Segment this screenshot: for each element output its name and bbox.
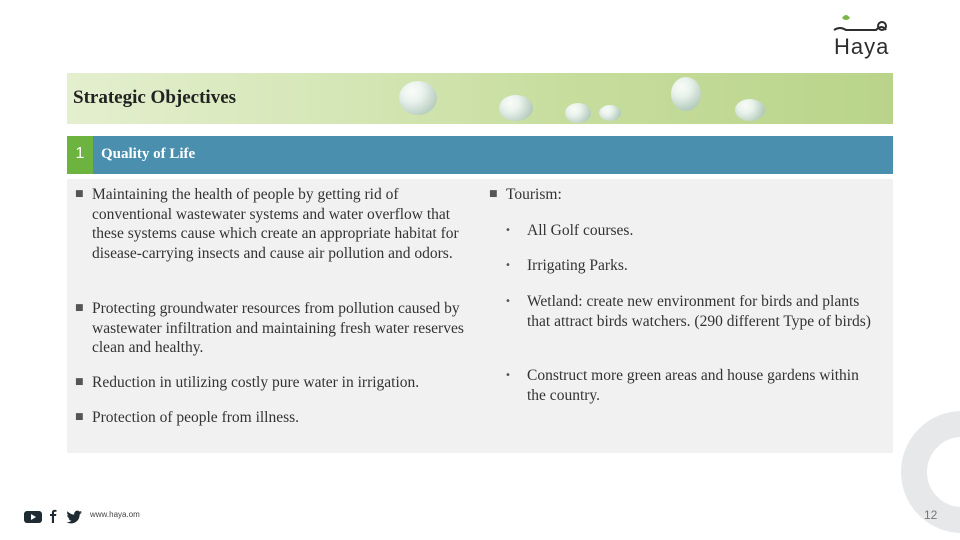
- section-number: 1: [67, 136, 93, 174]
- section-header: [67, 136, 893, 174]
- haya-logo: [826, 10, 898, 66]
- list-item: ■ Protecting groundwater resources from pollution caused by wastewater infiltration and maintaining fresh water reserves clean and healthy.: [75, 300, 464, 356]
- bullet-square-icon: ■: [489, 189, 498, 199]
- list-item: • Irrigating Parks.: [505, 257, 628, 274]
- bullet-dot-icon: •: [505, 260, 511, 271]
- bullet-dot-icon: •: [505, 225, 511, 236]
- bullet-square-icon: ■: [75, 303, 84, 313]
- tourism-heading: ■ Tourism:: [489, 186, 562, 203]
- bullet-square-icon: ■: [75, 412, 84, 422]
- bullet-dot-icon: •: [505, 296, 511, 307]
- bullet-square-icon: ■: [75, 377, 84, 387]
- list-item: • Wetland: create new environment for birds and plants that attract birds watchers. (290 different Type of birds): [505, 293, 871, 330]
- bullet-dot-icon: •: [505, 370, 511, 381]
- list-item: • Construct more green areas and house gardens within the country.: [505, 367, 859, 404]
- page-title: Strategic Objectives: [73, 87, 237, 108]
- title-banner: [67, 73, 893, 124]
- page-number: 12: [924, 508, 938, 522]
- content-panel: [67, 179, 893, 453]
- water-drop-decoration: [735, 99, 765, 121]
- logo-text: Haya: [834, 34, 890, 59]
- list-item: ■ Reduction in utilizing costly pure water in irrigation.: [75, 374, 420, 391]
- water-drop-decoration: [399, 81, 437, 115]
- water-drop-decoration: [499, 95, 533, 121]
- youtube-icon[interactable]: [24, 511, 42, 523]
- list-item: ■ Maintaining the health of people by getting rid of conventional wastewater systems and water overflow that these systems cause which create an appropriate habitat for disease-carrying insects and cause air pollution and odors.: [75, 186, 459, 262]
- facebook-icon[interactable]: [50, 510, 57, 523]
- social-icons: [24, 508, 86, 524]
- list-item: • All Golf courses.: [505, 222, 634, 239]
- twitter-icon[interactable]: [67, 511, 82, 524]
- water-drop-decoration: [599, 105, 621, 121]
- water-drop-decoration: [671, 77, 701, 111]
- bullet-square-icon: ■: [75, 189, 84, 199]
- website-link[interactable]: www.haya.om: [90, 510, 140, 519]
- water-drop-decoration: [565, 103, 591, 123]
- list-item: ■ Protection of people from illness.: [75, 409, 300, 426]
- section-title: Quality of Life: [101, 146, 196, 162]
